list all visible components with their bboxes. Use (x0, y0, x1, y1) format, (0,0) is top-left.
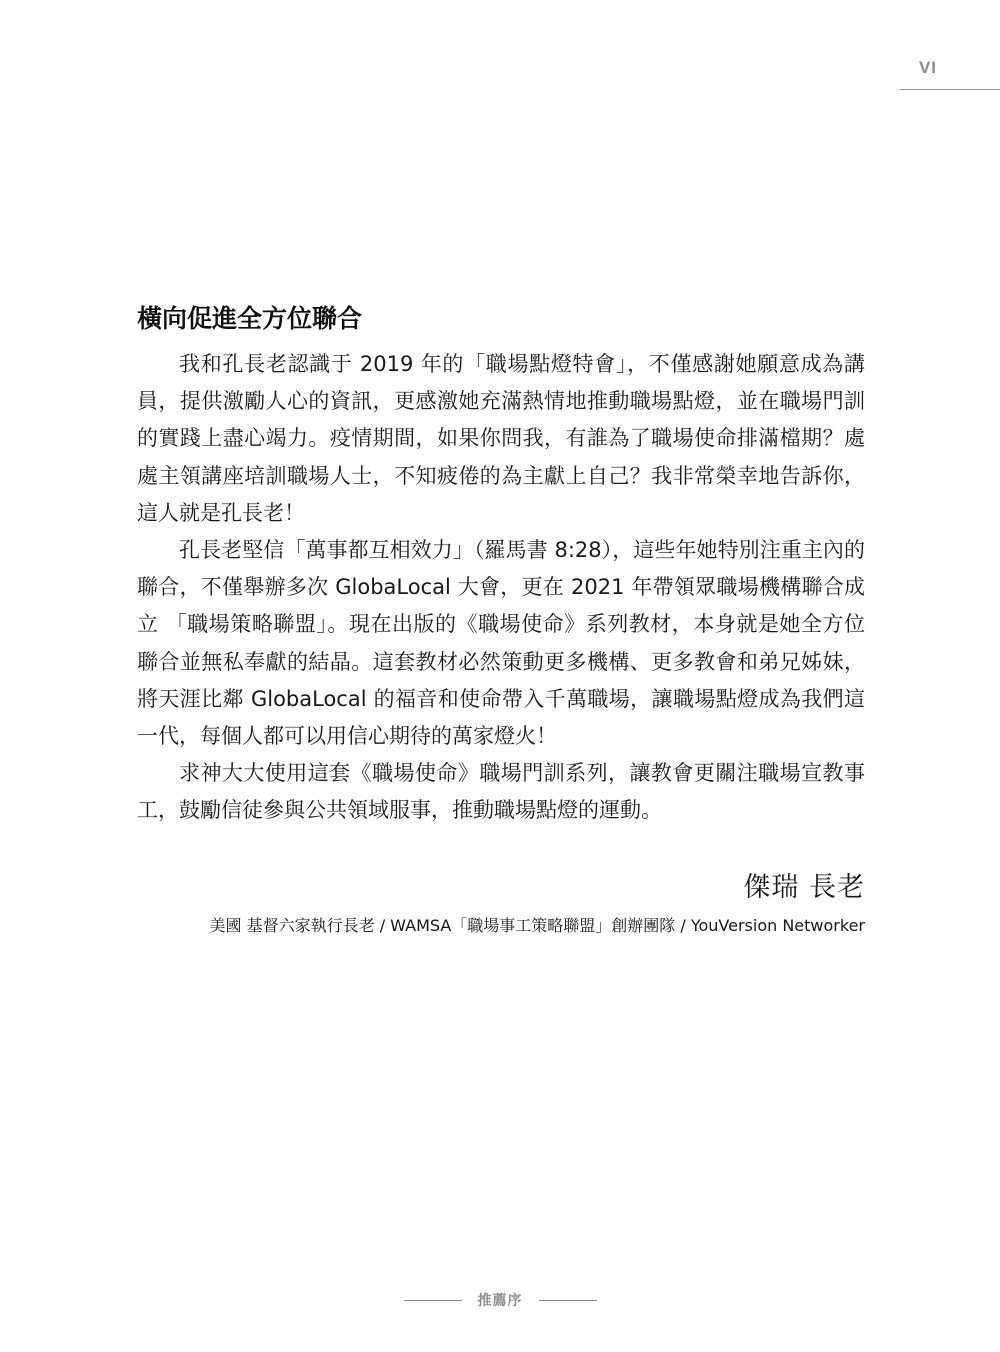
footer-left-rule (404, 1300, 462, 1301)
footer (0, 1287, 1000, 1313)
signature-title: 美國 基督六家執行長老 / WAMSA「職場事工策略聯盟」創辦團隊 / YouVersion Networker (209, 916, 865, 935)
body-text (137, 346, 865, 830)
page-number: VI (918, 58, 938, 77)
paragraph: 我和孔長老認識于 2019 年的「職場點燈特會」，不僅感謝她願意成為講員，提供激勵人心的資訊，更感激她充滿熱情地推動職場點燈，並在職場門訓的實踐上盡心竭力。疫情期間，如果你問我，有誰為了職場使命排滿檔期？處處主領講座培訓職場人士，不知疲倦的為主獻上自己？我非常榮幸地告訴你，這人就是孔長老！ (137, 352, 865, 525)
paragraph: 求神大大使用這套《職場使命》職場門訓系列，讓教會更關注職場宣教事工，鼓勵信徒參與公共領域服事，推動職場點燈的運動。 (137, 761, 865, 823)
footer-right-rule (539, 1300, 597, 1301)
signature-name: 傑瑞 長老 (743, 872, 865, 903)
footer-label: 推薦序 (477, 1293, 523, 1309)
paragraph: 孔長老堅信「萬事都互相效力」（羅馬書 8:28），這些年她特別注重主內的聯合，不僅舉辦多次 GlobaLocal 大會，更在 2021 年帶領眾職場機構聯合成立 「職場策略聯盟」。現在出版的《職場使命》系列教材，本身就是她全方位聯合並無私奉獻的結晶。這套教材必然策動更多機構、更多教會和弟兄姊妹，將天涯比鄰 GlobaLocal 的福音和使命帶入千萬職場，讓職場點燈成為我們這一代，每個人都可以用信心期待的萬家燈火！ (137, 538, 865, 749)
page-number-divider (900, 89, 1000, 90)
section-heading: 橫向促進全方位聯合 (137, 304, 363, 333)
